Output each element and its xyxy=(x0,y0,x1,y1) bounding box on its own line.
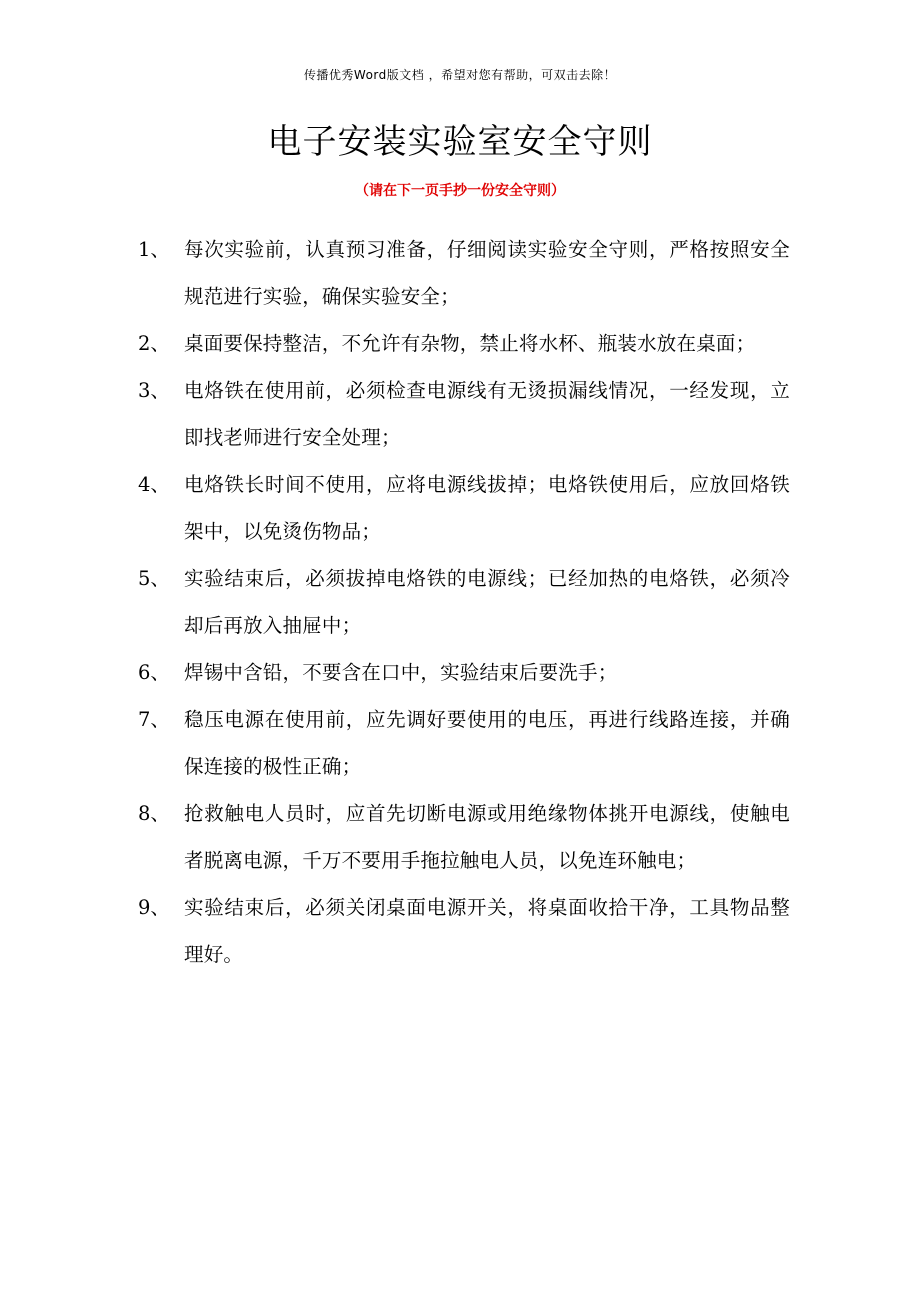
subtitle-instruction: （请在下一页手抄一份安全守则） xyxy=(355,183,565,199)
rule-number: 3、 xyxy=(138,379,170,402)
rule-number: 6、 xyxy=(138,661,170,684)
rule-text: 每次实验前，认真预习准备，仔细阅读实验安全守则，严格按照安全规范进行实验，确保实验安全； xyxy=(184,238,790,308)
rule-text: 桌面要保持整洁，不允许有杂物，禁止将水杯、瓶装水放在桌面； xyxy=(184,332,756,355)
rule-item-8 xyxy=(138,790,790,884)
rule-number: 9、 xyxy=(138,896,170,919)
rule-number: 4、 xyxy=(138,473,170,496)
rule-number: 7、 xyxy=(138,708,170,731)
rule-text: 焊锡中含铅，不要含在口中，实验结束后要洗手； xyxy=(184,661,618,684)
rule-number: 5、 xyxy=(138,567,170,590)
rule-number: 1、 xyxy=(138,238,170,261)
rule-text: 电烙铁长时间不使用，应将电源线拔掉；电烙铁使用后，应放回烙铁架中，以免烫伤物品； xyxy=(184,473,790,543)
rule-item-5 xyxy=(138,555,790,649)
rule-text: 抢救触电人员时，应首先切断电源或用绝缘物体挑开电源线，使触电者脱离电源，千万不要用手拖拉触电人员，以免连环触电； xyxy=(184,802,790,872)
header-note: 传播优秀Word版文档 ，希望对您有帮助，可双击去除！ xyxy=(303,68,617,82)
rule-item-2 xyxy=(138,320,790,367)
rule-item-9 xyxy=(138,884,790,978)
rules-list xyxy=(138,226,790,978)
page-title: 电子安装实验室安全守则 xyxy=(267,122,653,162)
rule-item-7 xyxy=(138,696,790,790)
rule-text: 电烙铁在使用前，必须检查电源线有无烫损漏线情况，一经发现，立即找老师进行安全处理； xyxy=(184,379,790,449)
rule-number: 8、 xyxy=(138,802,170,825)
rule-item-3 xyxy=(138,367,790,461)
rule-text: 稳压电源在使用前，应先调好要使用的电压，再进行线路连接，并确保连接的极性正确； xyxy=(184,708,790,778)
rule-item-1 xyxy=(138,226,790,320)
rule-text: 实验结束后，必须关闭桌面电源开关，将桌面收拾干净，工具物品整理好。 xyxy=(184,896,790,966)
rule-item-4 xyxy=(138,461,790,555)
rule-number: 2、 xyxy=(138,332,170,355)
rule-text: 实验结束后，必须拔掉电烙铁的电源线；已经加热的电烙铁，必须冷却后再放入抽屉中； xyxy=(184,567,790,637)
rule-item-6 xyxy=(138,649,790,696)
